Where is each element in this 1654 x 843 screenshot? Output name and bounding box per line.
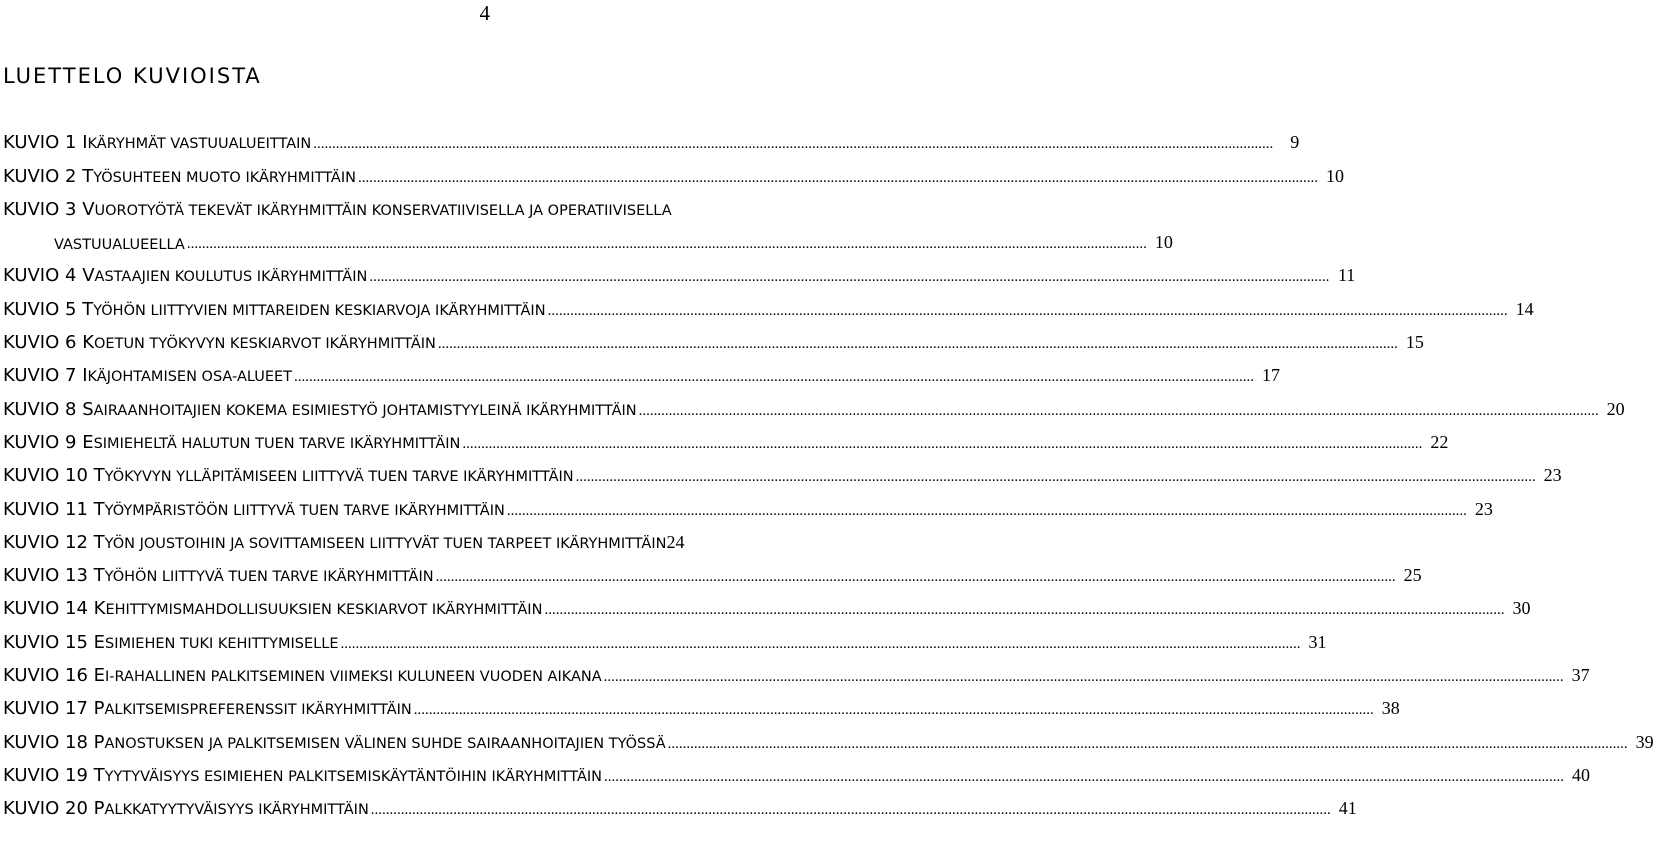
figure-number: KUVIO 1 [3, 132, 77, 154]
entry-label [3, 798, 369, 819]
page-ref: 10 [1325, 165, 1344, 186]
title-rest: ANOSTUKSEN JA PALKITSEMISEN VÄLINEN SUHDE SAIRAANHOITAJIEN TYÖSSÄ [104, 735, 666, 752]
toc-entry[interactable] [3, 586, 1531, 620]
toc-entry[interactable] [3, 386, 1625, 420]
dot-leader [294, 369, 1254, 386]
toc-entry[interactable] [3, 420, 1449, 453]
figure-number: KUVIO 6 [3, 332, 77, 354]
page-ref: 15 [1405, 332, 1424, 353]
toc-entry[interactable] [3, 619, 1327, 653]
dot-leader [668, 736, 1628, 753]
figure-number: KUVIO 11 [3, 498, 88, 520]
dot-leader [576, 469, 1536, 486]
toc-entry[interactable] [3, 320, 1424, 354]
title-rest: I-RAHALLINEN PALKITSEMINEN VIIMEKSI KULUNEEN VUODEN AIKANA [105, 669, 602, 686]
entry-label [3, 399, 637, 420]
page-ref: 24 [666, 531, 685, 552]
title-rest: YÖKYVYN YLLÄPITÄMISEEN LIITTYVÄ TUEN TARVE IKÄRYHMITTÄIN [104, 469, 574, 486]
page-ref: 10 [1154, 232, 1173, 253]
dot-leader [544, 602, 1504, 619]
entry-label [3, 698, 412, 719]
title-initial: V [82, 265, 95, 287]
dot-leader [187, 236, 1147, 253]
title-rest: OETUN TYÖKYVYN KESKIARVOT IKÄRYHMITTÄIN [94, 336, 436, 353]
figure-list [3, 120, 1654, 820]
entry-label [3, 432, 460, 453]
entry-label [3, 166, 356, 187]
figure-number: KUVIO 13 [3, 565, 88, 587]
entry-label [3, 732, 666, 753]
title-initial: P [93, 798, 105, 820]
figure-number: KUVIO 4 [3, 265, 77, 287]
dot-leader [358, 170, 1318, 187]
toc-entry[interactable] [3, 286, 1534, 320]
title-initial: K [82, 332, 95, 354]
title-initial: T [93, 764, 105, 786]
page-ref: 14 [1515, 298, 1534, 319]
toc-entry[interactable] [3, 520, 963, 553]
page-ref: 23 [1474, 498, 1493, 519]
title-rest: YÖHÖN LIITTYVIEN MITTAREIDEN KESKIARVOJA IKÄRYHMITTÄIN [93, 302, 546, 319]
figure-number: KUVIO 18 [3, 731, 88, 753]
page-ref: 23 [1543, 465, 1562, 486]
title-initial: E [82, 431, 94, 453]
dot-leader [313, 136, 1273, 153]
toc-entry[interactable] [3, 153, 1344, 187]
title-continuation: VASTUUALUEELLA [54, 237, 185, 254]
title-rest: ALKITSEMISPREFERENSSIT IKÄRYHMITTÄIN [104, 702, 412, 719]
page-ref: 22 [1430, 431, 1449, 452]
dot-leader [340, 636, 1300, 653]
page-ref: 11 [1337, 265, 1356, 286]
toc-entry[interactable] [3, 353, 1281, 387]
dot-leader [604, 669, 1564, 686]
title-rest: ALKKATYYTYVÄISYYS IKÄRYHMITTÄIN [104, 802, 369, 819]
toc-entry[interactable] [3, 753, 1591, 786]
page-ref: 38 [1381, 698, 1400, 719]
figure-number: KUVIO 16 [3, 665, 88, 687]
dot-leader [369, 269, 1329, 286]
page-ref: 25 [1403, 565, 1422, 586]
title-initial: P [93, 698, 105, 720]
figure-number: KUVIO 2 [3, 165, 77, 187]
entry-label [3, 132, 311, 153]
dot-leader [436, 569, 1396, 586]
figure-number: KUVIO 8 [3, 398, 77, 420]
title-initial: T [93, 531, 105, 553]
title-initial: S [82, 398, 94, 420]
title-initial: E [93, 631, 106, 653]
entry-label [3, 499, 505, 520]
toc-entry[interactable] [3, 686, 1400, 720]
title-initial: T [93, 465, 105, 487]
title-rest: KÄJOHTAMISEN OSA-ALUEET [87, 369, 293, 386]
page-ref: 39 [1635, 731, 1654, 752]
figure-number: KUVIO 10 [3, 465, 88, 487]
entry-label [3, 265, 367, 286]
title-initial: E [93, 665, 106, 687]
title-initial: K [93, 598, 106, 620]
title-rest: YYTYVÄISYYS ESIMIEHEN PALKITSEMISKÄYTÄNTÖIHIN IKÄRYHMITTÄIN [104, 768, 603, 785]
toc-entry[interactable] [3, 187, 1173, 254]
title-rest: KÄRYHMÄT VASTUUALUEITTAIN [87, 136, 312, 153]
title-rest: EHITTYMISMAHDOLLISUUKSIEN KESKIARVOT IKÄRYHMITTÄIN [105, 602, 543, 619]
figure-number: KUVIO 3 [3, 198, 77, 220]
dot-leader [639, 403, 1599, 420]
entry-label [3, 465, 574, 486]
title-initial: I [82, 132, 88, 154]
dot-leader [371, 802, 1331, 819]
title-rest: SIMIEHEN TUKI KEHITTYMISELLE [105, 635, 339, 652]
entry-label [3, 365, 292, 386]
entry-label [3, 332, 436, 353]
figure-number: KUVIO 5 [3, 298, 77, 320]
entry-label [3, 665, 602, 686]
title-rest: YÖHÖN LIITTYVÄ TUEN TARVE IKÄRYHMITTÄIN [104, 569, 434, 586]
dot-leader [438, 336, 1398, 353]
figure-number: KUVIO 9 [3, 431, 77, 453]
toc-entry[interactable] [3, 486, 1493, 520]
dot-leader [462, 436, 1422, 453]
title-initial: T [93, 498, 105, 520]
entry-label [3, 299, 546, 320]
page-ref: 40 [1572, 764, 1591, 785]
toc-entry[interactable] [3, 553, 1422, 587]
page-ref: 17 [1262, 365, 1281, 386]
title-initial: T [82, 165, 94, 187]
toc-entry[interactable] [3, 786, 1357, 820]
figure-number: KUVIO 12 [3, 531, 88, 553]
page-ref: 20 [1606, 398, 1625, 419]
title-initial: P [93, 731, 105, 753]
title-rest: ASTAAJIEN KOULUTUS IKÄRYHMITTÄIN [94, 269, 368, 286]
figure-number: KUVIO 15 [3, 631, 88, 653]
toc-entry[interactable] [3, 453, 1562, 487]
entry-label [3, 565, 434, 586]
page-number: 4 [479, 1, 490, 25]
page-ref: 41 [1338, 798, 1357, 819]
page-ref: 37 [1571, 665, 1590, 686]
figure-number: KUVIO 7 [3, 365, 77, 387]
figure-number: KUVIO 20 [3, 798, 88, 820]
title-initial: I [82, 365, 88, 387]
page-ref: 30 [1512, 598, 1531, 619]
title-initial: V [82, 198, 95, 220]
figure-number: KUVIO 19 [3, 764, 88, 786]
page-ref: 9 [1290, 132, 1300, 153]
title-rest: UOROTYÖTÄ TEKEVÄT IKÄRYHMITTÄIN KONSERVATIIVISELLA JA OPERATIIVISELLA [94, 202, 672, 219]
entry-label [3, 532, 666, 553]
title-rest: YÖYMPÄRISTÖÖN LIITTYVÄ TUEN TARVE IKÄRYHMITTÄIN [104, 502, 505, 519]
figure-number: KUVIO 17 [3, 698, 88, 720]
title-rest: AIRAANHOITAJIEN KOKEMA ESIMIESTYÖ JOHTAMISTYYLEINÄ IKÄRYHMITTÄIN [93, 402, 637, 419]
dot-leader [507, 503, 1467, 520]
title-rest: SIMIEHELTÄ HALUTUN TUEN TARVE IKÄRYHMITTÄIN [93, 435, 461, 452]
title-rest: YÖN JOUSTOIHIN JA SOVITTAMISEEN LIITTYVÄT TUEN TARPEET IKÄRYHMITTÄIN [104, 535, 667, 552]
entry-label [3, 598, 542, 619]
title-initial: T [82, 298, 94, 320]
toc-heading: LUETTELO KUVIOISTA [3, 64, 262, 88]
entry-label [3, 765, 602, 786]
figure-number: KUVIO 14 [3, 598, 88, 620]
title-initial: T [93, 565, 105, 587]
dot-leader [414, 702, 1374, 719]
dot-leader [548, 303, 1508, 320]
toc-entry[interactable] [3, 653, 1590, 687]
toc-entry[interactable] [3, 120, 1300, 154]
page-ref: 31 [1308, 631, 1327, 652]
toc-entry[interactable] [3, 719, 1654, 753]
dot-leader [604, 769, 1564, 786]
entry-label [3, 199, 672, 220]
toc-entry[interactable] [3, 253, 1356, 287]
entry-label [3, 632, 338, 653]
title-rest: YÖSUHTEEN MUOTO IKÄRYHMITTÄIN [93, 169, 356, 186]
